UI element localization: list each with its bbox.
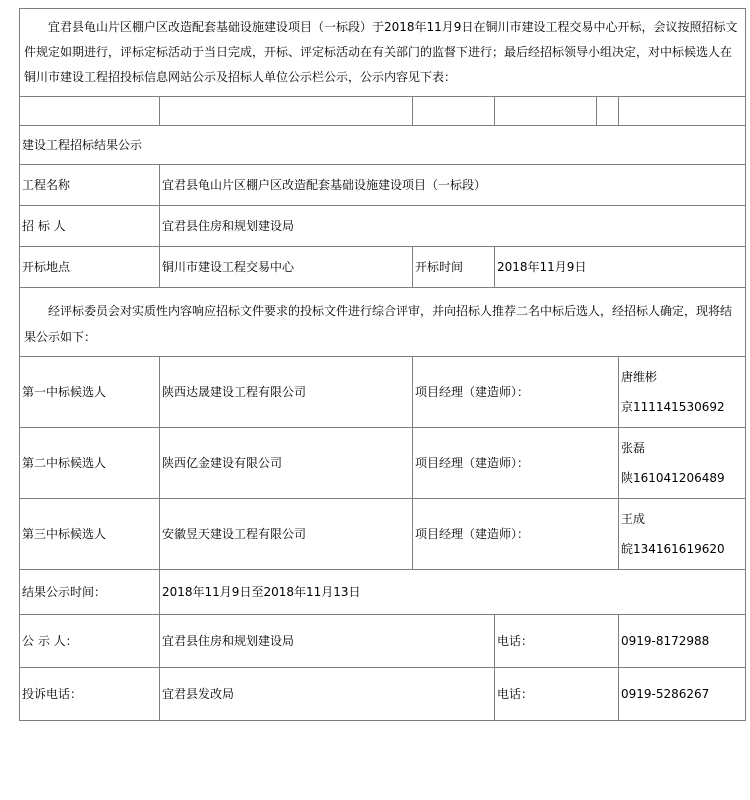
blank-cell [597, 97, 619, 126]
publisher-row [20, 615, 746, 668]
publisher-value: 宜君县住房和规划建设局 [160, 615, 495, 668]
blank-cell [413, 97, 495, 126]
publicity-time-label: 结果公示时间： [20, 570, 160, 615]
project-label: 工程名称 [20, 165, 160, 206]
complaint-row [20, 668, 746, 721]
candidate-rank: 第一中标候选人 [20, 357, 160, 428]
candidate-company: 安徽昱天建设工程有限公司 [160, 499, 413, 570]
intro-row [20, 9, 746, 97]
candidate-row-2 [20, 428, 746, 499]
manager-cert: 陕161041206489 [621, 471, 725, 485]
evaluation-row [20, 288, 746, 357]
manager-name: 唐维彬 [621, 370, 658, 384]
publisher-phone-value: 0919-8172988 [619, 615, 746, 668]
blank-cell [160, 97, 413, 126]
intro-paragraph: 宜君县龟山片区棚户区改造配套基础设施建设项目（一标段）于2018年11月9日在铜川市建设工程交易中心开标，会议按照招标文件规定如期进行，评标定标活动于当日完成，开标、评定标活动在有关部门的监督下进行；最后经招标领导小组决定，对中标候选人在铜川市建设工程招投标信息网站公示及招标人单位公示栏公示，公示内容见下表： [24, 20, 738, 84]
blank-cell [619, 97, 746, 126]
opening-place-label: 开标地点 [20, 247, 160, 288]
candidate-company: 陕西达晟建设工程有限公司 [160, 357, 413, 428]
complaint-phone-value: 0919-5286267 [619, 668, 746, 721]
publisher-label: 公 示 人： [20, 615, 160, 668]
tenderer-row [20, 206, 746, 247]
opening-time-value: 2018年11月9日 [495, 247, 746, 288]
tenderer-value: 宜君县住房和规划建设局 [160, 206, 746, 247]
publicity-time-row [20, 570, 746, 615]
opening-time-label: 开标时间 [413, 247, 495, 288]
tenderer-label: 招 标 人 [20, 206, 160, 247]
opening-row [20, 247, 746, 288]
tender-result-document [19, 8, 745, 721]
publisher-phone-label: 电话： [495, 615, 619, 668]
opening-place-value: 铜川市建设工程交易中心 [160, 247, 413, 288]
candidate-company: 陕西亿金建设有限公司 [160, 428, 413, 499]
candidate-rank: 第三中标候选人 [20, 499, 160, 570]
complaint-label: 投诉电话： [20, 668, 160, 721]
manager-cell [619, 499, 746, 570]
complaint-phone-label: 电话： [495, 668, 619, 721]
manager-cert: 京111141530692 [621, 400, 725, 414]
candidate-row-1 [20, 357, 746, 428]
evaluation-paragraph: 经评标委员会对实质性内容响应招标文件要求的投标文件进行综合评审，并向招标人推荐二名中标后选人，经招标人确定，现将结果公示如下： [24, 304, 733, 344]
table-heading: 建设工程招标结果公示 [20, 126, 746, 165]
manager-name: 张磊 [621, 441, 646, 455]
manager-cert: 皖134161619620 [621, 542, 725, 556]
blank-cell [20, 97, 160, 126]
manager-cell [619, 357, 746, 428]
manager-label: 项目经理（建造师）： [413, 357, 619, 428]
heading-row [20, 126, 746, 165]
tender-result-table [19, 8, 746, 721]
manager-label: 项目经理（建造师）： [413, 499, 619, 570]
manager-name: 王成 [621, 512, 646, 526]
candidate-row-3 [20, 499, 746, 570]
project-value: 宜君县龟山片区棚户区改造配套基础设施建设项目（一标段） [160, 165, 746, 206]
project-row [20, 165, 746, 206]
manager-label: 项目经理（建造师）： [413, 428, 619, 499]
blank-cell [495, 97, 597, 126]
publicity-time-value: 2018年11月9日至2018年11月13日 [160, 570, 746, 615]
complaint-value: 宜君县发改局 [160, 668, 495, 721]
blank-row [20, 97, 746, 126]
candidate-rank: 第二中标候选人 [20, 428, 160, 499]
manager-cell [619, 428, 746, 499]
